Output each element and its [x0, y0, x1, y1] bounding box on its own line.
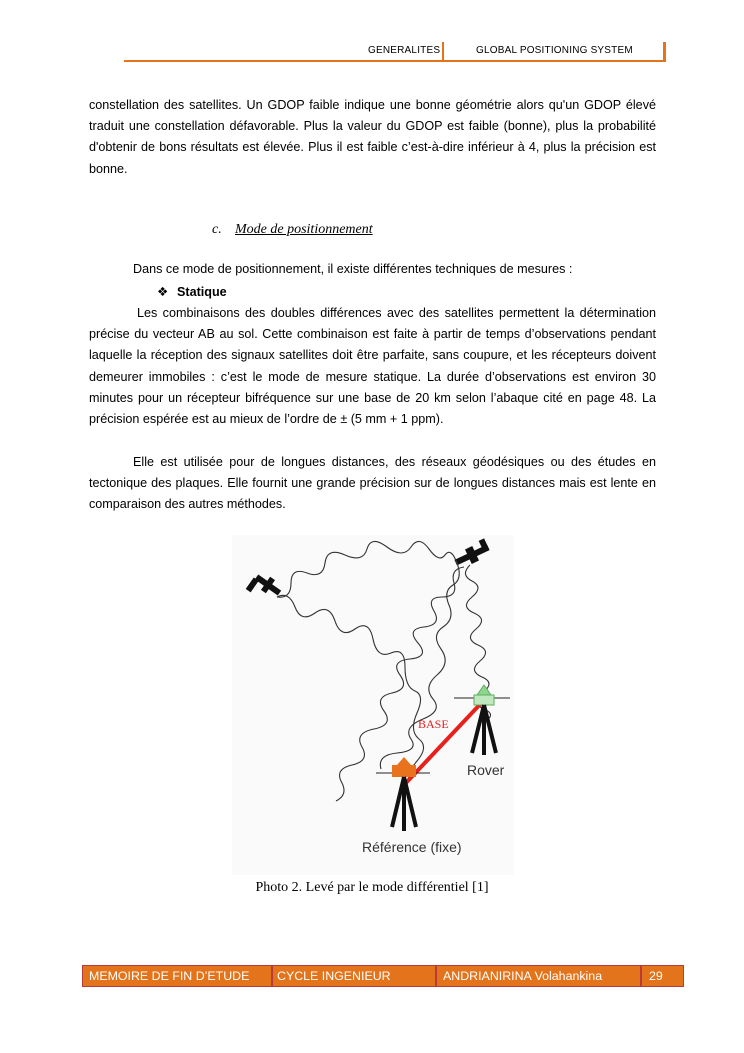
footer-author: ANDRIANIRINA Volahankina	[443, 969, 603, 983]
footer-memoire: MEMOIRE DE FIN D’ETUDE	[89, 969, 250, 983]
rover-label: Rover	[467, 762, 505, 778]
base-label: BASE	[418, 717, 449, 731]
page-header	[124, 40, 666, 62]
figure-illustration	[232, 535, 514, 875]
section-title: Mode de positionnement	[235, 222, 373, 237]
footer-divider	[640, 966, 642, 986]
diamond-bullet-icon: ❖	[157, 285, 169, 299]
header-section: GENERALITES	[368, 45, 441, 56]
bullet-statique	[157, 284, 227, 299]
paragraph-gdop: constellation des satellites. Un GDOP faible indique une bonne géométrie alors qu'un GDOP élevé traduit une constellation défavorable. Plus la valeur du GDOP est faible (bonne), plus la probabilité d'obtenir de bons résultats est élevée. Plus il est faible c’est-à-dire inférieur à 4, plus la précision est bonne.	[89, 98, 656, 176]
reference-label: Référence (fixe)	[362, 839, 462, 855]
footer-page-number: 29	[649, 969, 663, 983]
section-number: c.	[212, 222, 222, 237]
header-separator	[442, 42, 444, 60]
header-end-bar	[663, 42, 666, 62]
paragraph-usage: Elle est utilisée pour de longues distances, des réseaux géodésiques ou des études en tectonique des plaques. Elle fournit une grande précision sur de longues distances mais est lente en comparaison des autres méthodes.	[89, 455, 656, 512]
footer-cycle: CYCLE INGENIEUR	[277, 969, 391, 983]
differential-survey-figure	[232, 535, 514, 875]
footer-divider	[271, 966, 273, 986]
header-rule	[124, 60, 666, 62]
intro-text: Dans ce mode de positionnement, il existe différentes techniques de mesures :	[133, 262, 573, 276]
section-heading	[212, 222, 373, 238]
figure-caption: Photo 2. Levé par le mode différentiel [1]	[255, 880, 489, 895]
paragraph-statique: Les combinaisons des doubles différences avec des satellites permettent la détermination précise du vecteur AB au sol. Cette combinaison est faite à partir de temps d’observations pendant laquelle la réception des signaux satellites doit être parfaite, sans coupure, et les récepteurs doivent demeurer immobiles : c’est le mode de mesure statique. La durée d’observations est environ 30 minutes pour un récepteur bifréquence sur une base de 20 km selon l’abaque cité en page 48. La précision espérée est au mieux de l’ordre de ± (5 mm + 1 ppm).	[89, 306, 656, 427]
footer-divider	[435, 966, 437, 986]
bullet-label: Statique	[177, 285, 227, 299]
page-footer	[82, 965, 684, 987]
header-title: GLOBAL POSITIONING SYSTEM	[476, 45, 633, 56]
